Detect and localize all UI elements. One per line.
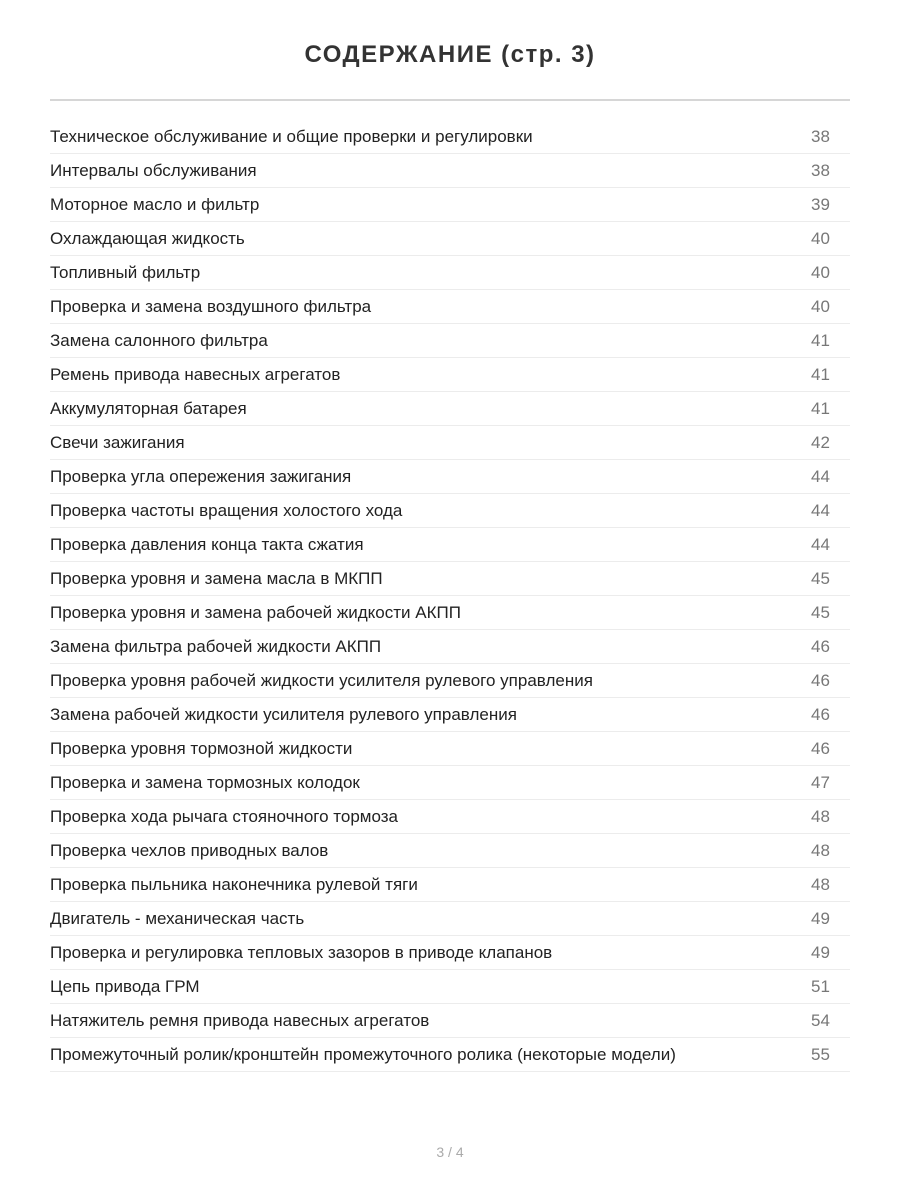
toc-row[interactable] bbox=[50, 766, 850, 800]
toc-row[interactable] bbox=[50, 698, 850, 732]
toc-page-number: 48 bbox=[811, 806, 830, 826]
toc-row[interactable] bbox=[50, 936, 850, 970]
toc-page-number: 41 bbox=[811, 364, 830, 384]
toc-page-number: 46 bbox=[811, 704, 830, 724]
page-title: СОДЕРЖАНИЕ (стр. 3) bbox=[304, 41, 596, 68]
toc-page-number: 40 bbox=[811, 296, 830, 316]
toc-row[interactable] bbox=[50, 426, 850, 460]
toc-row[interactable] bbox=[50, 868, 850, 902]
toc-page-number: 41 bbox=[811, 330, 830, 350]
toc-page-number: 40 bbox=[811, 228, 830, 248]
toc-row[interactable] bbox=[50, 392, 850, 426]
toc-entry-title: Проверка давления конца такта сжатия bbox=[50, 534, 364, 554]
toc-page-number: 39 bbox=[811, 194, 830, 214]
toc-row[interactable] bbox=[50, 800, 850, 834]
toc-page-number: 45 bbox=[811, 568, 830, 588]
toc-page-number: 46 bbox=[811, 670, 830, 690]
toc-page-number: 49 bbox=[811, 942, 830, 962]
toc-row[interactable] bbox=[50, 120, 850, 154]
toc-row[interactable] bbox=[50, 154, 850, 188]
toc-entry-title: Моторное масло и фильтр bbox=[50, 194, 260, 214]
toc-row[interactable] bbox=[50, 460, 850, 494]
toc-page-number: 55 bbox=[811, 1044, 830, 1064]
toc-entry-title: Ремень привода навесных агрегатов bbox=[50, 364, 341, 384]
toc-entry-title: Проверка хода рычага стояночного тормоза bbox=[50, 806, 398, 826]
toc-row[interactable] bbox=[50, 188, 850, 222]
toc-page-number: 42 bbox=[811, 432, 830, 452]
toc-row[interactable] bbox=[50, 222, 850, 256]
toc-entry-title: Натяжитель ремня привода навесных агрегатов bbox=[50, 1010, 430, 1030]
page-number: 3 / 4 bbox=[436, 1144, 464, 1160]
toc-entry-title: Проверка уровня тормозной жидкости bbox=[50, 738, 353, 758]
toc-row[interactable] bbox=[50, 970, 850, 1004]
toc-entry-title: Аккумуляторная батарея bbox=[50, 398, 247, 418]
toc-entry-title: Интервалы обслуживания bbox=[50, 160, 257, 180]
toc-page-number: 47 bbox=[811, 772, 830, 792]
toc-row[interactable] bbox=[50, 324, 850, 358]
toc-row[interactable] bbox=[50, 834, 850, 868]
toc-entry-title: Проверка уровня рабочей жидкости усилителя рулевого управления bbox=[50, 670, 593, 690]
title-divider bbox=[50, 99, 850, 101]
toc-entry-title: Проверка уровня и замена масла в МКПП bbox=[50, 568, 383, 588]
toc-page-number: 49 bbox=[811, 908, 830, 928]
toc-page-number: 44 bbox=[811, 466, 830, 486]
toc-entry-title: Свечи зажигания bbox=[50, 432, 185, 452]
toc-page-number: 48 bbox=[811, 874, 830, 894]
toc-row[interactable] bbox=[50, 902, 850, 936]
toc-page-number: 44 bbox=[811, 534, 830, 554]
toc-page-number: 44 bbox=[811, 500, 830, 520]
toc-row[interactable] bbox=[50, 290, 850, 324]
toc-entry-title: Проверка частоты вращения холостого хода bbox=[50, 500, 403, 520]
toc-row[interactable] bbox=[50, 596, 850, 630]
toc-entry-title: Проверка и регулировка тепловых зазоров в приводе клапанов bbox=[50, 942, 553, 962]
toc-row[interactable] bbox=[50, 562, 850, 596]
toc-page-number: 51 bbox=[811, 976, 830, 996]
toc-row[interactable] bbox=[50, 732, 850, 766]
toc-page-number: 45 bbox=[811, 602, 830, 622]
toc-row[interactable] bbox=[50, 630, 850, 664]
toc-page-number: 48 bbox=[811, 840, 830, 860]
toc-entry-title: Промежуточный ролик/кронштейн промежуточного ролика (некоторые модели) bbox=[50, 1044, 676, 1064]
toc-entry-title: Проверка угла опережения зажигания bbox=[50, 466, 352, 486]
toc-page-number: 38 bbox=[811, 160, 830, 180]
toc-entry-title: Охлаждающая жидкость bbox=[50, 228, 245, 248]
toc-page-number: 46 bbox=[811, 636, 830, 656]
toc-page-number: 38 bbox=[811, 126, 830, 146]
toc-page-number: 41 bbox=[811, 398, 830, 418]
toc-entry-title: Замена фильтра рабочей жидкости АКПП bbox=[50, 636, 382, 656]
toc-entry-title: Замена салонного фильтра bbox=[50, 330, 268, 350]
toc-page-number: 46 bbox=[811, 738, 830, 758]
toc-row[interactable] bbox=[50, 494, 850, 528]
toc-entry-title: Техническое обслуживание и общие проверки и регулировки bbox=[50, 126, 533, 146]
toc-entry-title: Проверка пыльника наконечника рулевой тяги bbox=[50, 874, 418, 894]
toc-row[interactable] bbox=[50, 1038, 850, 1072]
toc-page-number: 40 bbox=[811, 262, 830, 282]
toc-row[interactable] bbox=[50, 256, 850, 290]
toc-row[interactable] bbox=[50, 358, 850, 392]
toc-entry-title: Проверка чехлов приводных валов bbox=[50, 840, 329, 860]
toc-page-number: 54 bbox=[811, 1010, 830, 1030]
toc-list bbox=[50, 120, 850, 1072]
toc-entry-title: Проверка уровня и замена рабочей жидкости АКПП bbox=[50, 602, 461, 622]
toc-entry-title: Двигатель - механическая часть bbox=[50, 908, 305, 928]
toc-entry-title: Проверка и замена воздушного фильтра bbox=[50, 296, 372, 316]
toc-row[interactable] bbox=[50, 664, 850, 698]
toc-entry-title: Цепь привода ГРМ bbox=[50, 976, 200, 996]
toc-entry-title: Замена рабочей жидкости усилителя рулевого управления bbox=[50, 704, 517, 724]
toc-entry-title: Топливный фильтр bbox=[50, 262, 201, 282]
toc-row[interactable] bbox=[50, 528, 850, 562]
toc-row[interactable] bbox=[50, 1004, 850, 1038]
toc-entry-title: Проверка и замена тормозных колодок bbox=[50, 772, 360, 792]
